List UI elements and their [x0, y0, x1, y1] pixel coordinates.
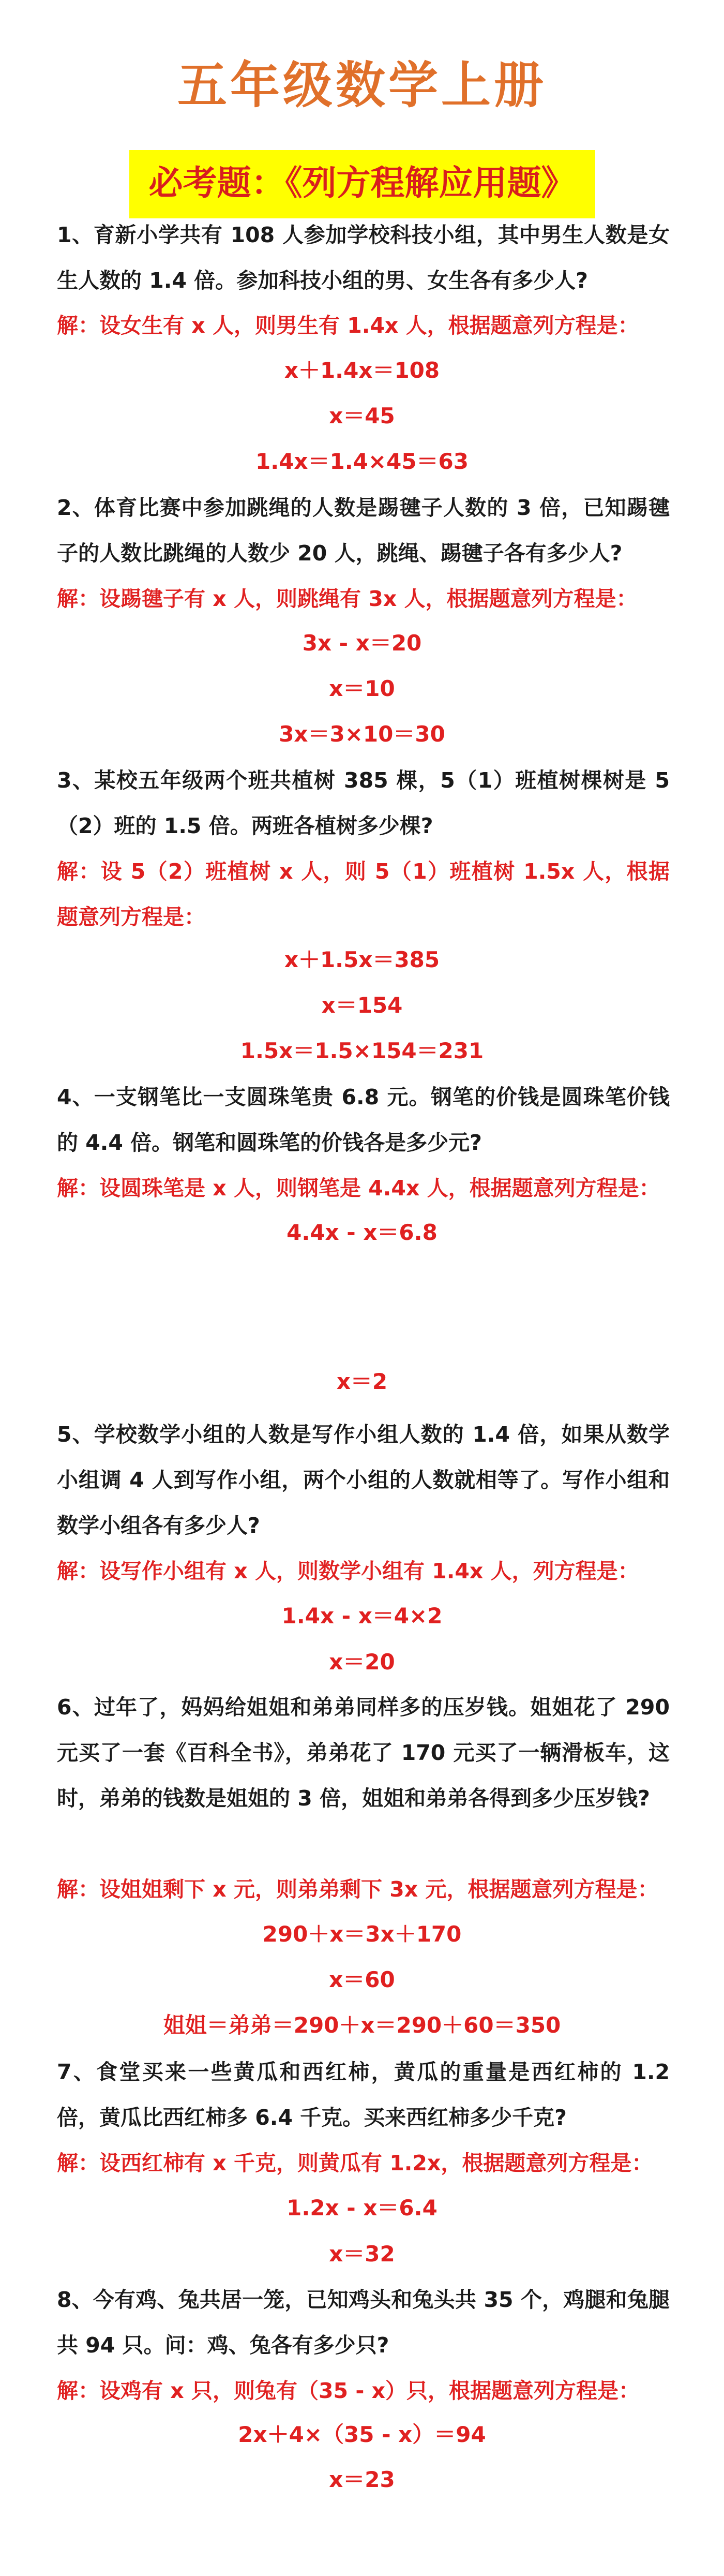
- problem-1-solution: 解：设女生有 x 人，则男生有 1.4x 人，根据题意列方程是：: [57, 313, 639, 338]
- problem-7-solution: 解：设西红柿有 x 千克，则黄瓜有 1.2x，根据题意列方程是：: [57, 2151, 653, 2175]
- problem-1-equation-3: 1.4x＝1.4×45＝63: [255, 449, 469, 474]
- problem-4-equation-2: x＝2: [336, 1369, 388, 1394]
- problem-1-equation-1: x＋1.4x＝108: [284, 358, 440, 383]
- problem-4-equation-1: 4.4x - x＝6.8: [286, 1220, 438, 1245]
- problem-6-equation-2: x＝60: [329, 1967, 395, 1992]
- problem-6-question: 6、过年了，妈妈给姐姐和弟弟同样多的压岁钱。姐姐花了 290 元买了一套《百科全书》，弟弟花了 170 元买了一辆滑板车，这时，弟弟的钱数是姐姐的 3 倍，姐姐和弟弟各得到多少压岁钱?: [57, 1695, 670, 1811]
- problem-4-question: 4、一支钢笔比一支圆珠笔贵 6.8 元。钢笔的价钱是圆珠笔价钱的 4.4 倍。钢笔和圆珠笔的价钱各是多少元?: [57, 1085, 670, 1155]
- problem-1-equation-2: x＝45: [329, 403, 395, 428]
- problem-6-equation-1: 290＋x＝3x＋170: [262, 1921, 462, 1947]
- problem-8-equation-2: x＝23: [329, 2467, 395, 2492]
- page-title: 五年级数学上册: [177, 56, 547, 114]
- problem-5-question: 5、学校数学小组的人数是写作小组人数的 1.4 倍，如果从数学小组调 4 人到写作小组，两个小组的人数就相等了。写作小组和数学小组各有多少人?: [57, 1422, 670, 1538]
- problem-3-equation-3: 1.5x＝1.5×154＝231: [240, 1038, 484, 1063]
- problem-5-equation-2: x＝20: [329, 1649, 395, 1675]
- problem-2-equation-3: 3x＝3×10＝30: [279, 721, 445, 747]
- problem-8-equation-1: 2x＋4×（35 - x）＝94: [238, 2422, 486, 2447]
- problem-8-question: 8、今有鸡、兔共居一笼，已知鸡头和兔头共 35 个，鸡腿和兔腿共 94 只。问：鸡、兔各有多少只?: [57, 2287, 670, 2358]
- problem-3-equation-1: x＋1.5x＝385: [284, 947, 440, 972]
- problem-2-equation-1: 3x - x＝20: [302, 630, 422, 656]
- problem-6-equation-3: 姐姐＝弟弟＝290＋x＝290＋60＝350: [163, 2012, 561, 2038]
- subtitle-banner: [0, 150, 724, 218]
- problem-2-equation-2: x＝10: [329, 676, 395, 701]
- problem-2-question: 2、体育比赛中参加跳绳的人数是踢毽子人数的 3 倍，已知踢毽子的人数比跳绳的人数少 20 人，跳绳、踢毽子各有多少人?: [57, 495, 670, 566]
- problem-6-solution: 解：设姐姐剩下 x 元，则弟弟剩下 3x 元，根据题意列方程是：: [57, 1877, 659, 1902]
- problem-5-solution: 解：设写作小组有 x 人，则数学小组有 1.4x 人，列方程是：: [57, 1559, 639, 1583]
- problem-7-equation-1: 1.2x - x＝6.4: [286, 2195, 438, 2220]
- problem-1-question: 1、育新小学共有 108 人参加学校科技小组，其中男生人数是女生人数的 1.4 倍。参加科技小组的男、女生各有多少人?: [57, 223, 670, 293]
- problem-3-question: 3、某校五年级两个班共植树 385 棵，5（1）班植树棵树是 5（2）班的 1.5 倍。两班各植树多少棵?: [57, 768, 670, 838]
- problem-2-solution: 解：设踢毽子有 x 人，则跳绳有 3x 人，根据题意列方程是：: [57, 586, 638, 611]
- problem-7-question: 7、食堂买来一些黄瓜和西红柿，黄瓜的重量是西红柿的 1.2 倍，黄瓜比西红柿多 6.4 千克。买来西红柿多少千克?: [57, 2060, 670, 2130]
- problem-8-solution: 解：设鸡有 x 只，则兔有（35 - x）只，根据题意列方程是：: [57, 2378, 640, 2403]
- problem-7-equation-2: x＝32: [329, 2241, 395, 2267]
- page-subtitle: 必考题：《列方程解应用题》: [129, 150, 595, 218]
- problem-4-solution: 解：设圆珠笔是 x 人，则钢笔是 4.4x 人，根据题意列方程是：: [57, 1176, 660, 1201]
- problem-3-equation-2: x＝154: [321, 993, 403, 1018]
- problem-3-solution: 解：设 5（2）班植树 x 人，则 5（1）班植树 1.5x 人，根据题意列方程是：: [57, 859, 670, 929]
- problem-5-equation-1: 1.4x - x＝4×2: [281, 1603, 443, 1628]
